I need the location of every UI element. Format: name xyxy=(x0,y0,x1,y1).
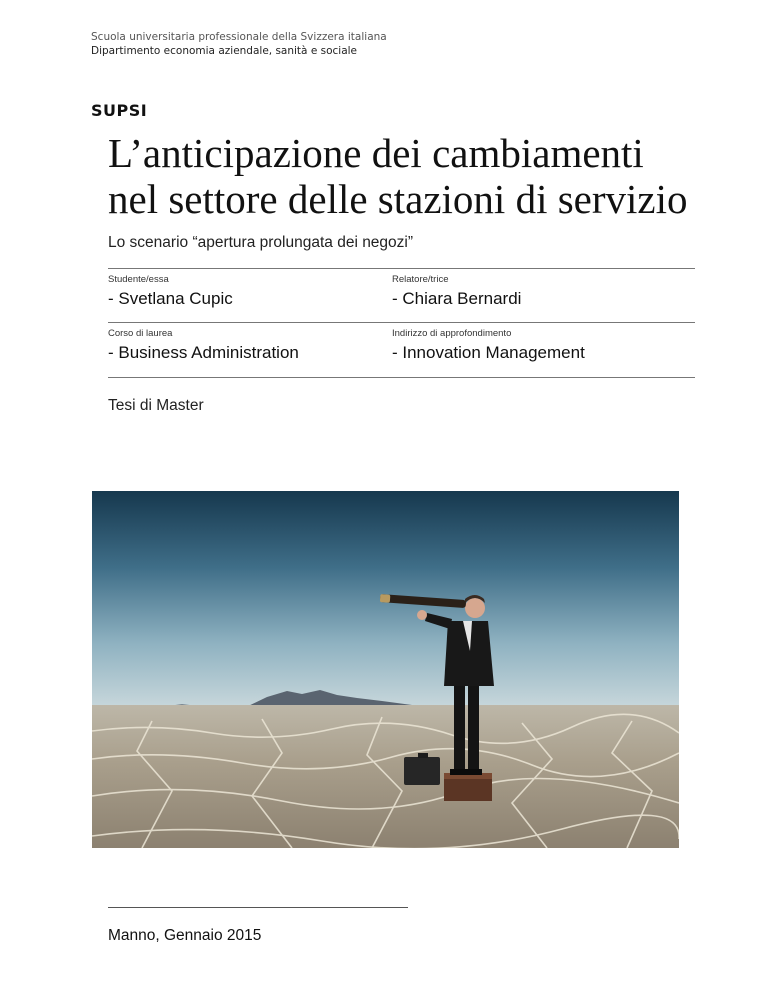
course-value: - Business Administration xyxy=(108,343,299,362)
divider-middle xyxy=(108,322,695,323)
divider-bottom xyxy=(108,377,695,378)
supsi-logo: SUPSI xyxy=(91,101,148,120)
institution-header xyxy=(91,30,387,58)
student-value: - Svetlana Cupic xyxy=(108,289,233,308)
student-label: Studente/essa xyxy=(108,274,169,285)
course-label: Corso di laurea xyxy=(108,328,173,339)
advisor-value: - Chiara Bernardi xyxy=(392,289,522,308)
document-subtitle: Lo scenario “apertura prolungata dei negozi” xyxy=(108,234,414,251)
divider-top xyxy=(108,268,695,269)
place-date: Manno, Gennaio 2015 xyxy=(108,927,262,944)
document-title xyxy=(108,130,728,222)
cover-photo xyxy=(92,491,679,848)
title-line-2: nel settore delle stazioni di servizio xyxy=(108,176,688,222)
department-name: Dipartimento economia aziendale, sanità e sociale xyxy=(91,45,358,57)
advisor-label: Relatore/trice xyxy=(392,274,449,285)
cover-photo-illustration xyxy=(92,491,679,848)
specialization-value: - Innovation Management xyxy=(392,343,585,362)
signature-line xyxy=(108,907,408,908)
institution-name: Scuola universitaria professionale della Svizzera italiana xyxy=(91,31,387,43)
specialization-label: Indirizzo di approfondimento xyxy=(392,328,512,339)
thesis-type: Tesi di Master xyxy=(108,397,204,414)
title-line-1: L’anticipazione dei cambiamenti xyxy=(108,130,644,176)
